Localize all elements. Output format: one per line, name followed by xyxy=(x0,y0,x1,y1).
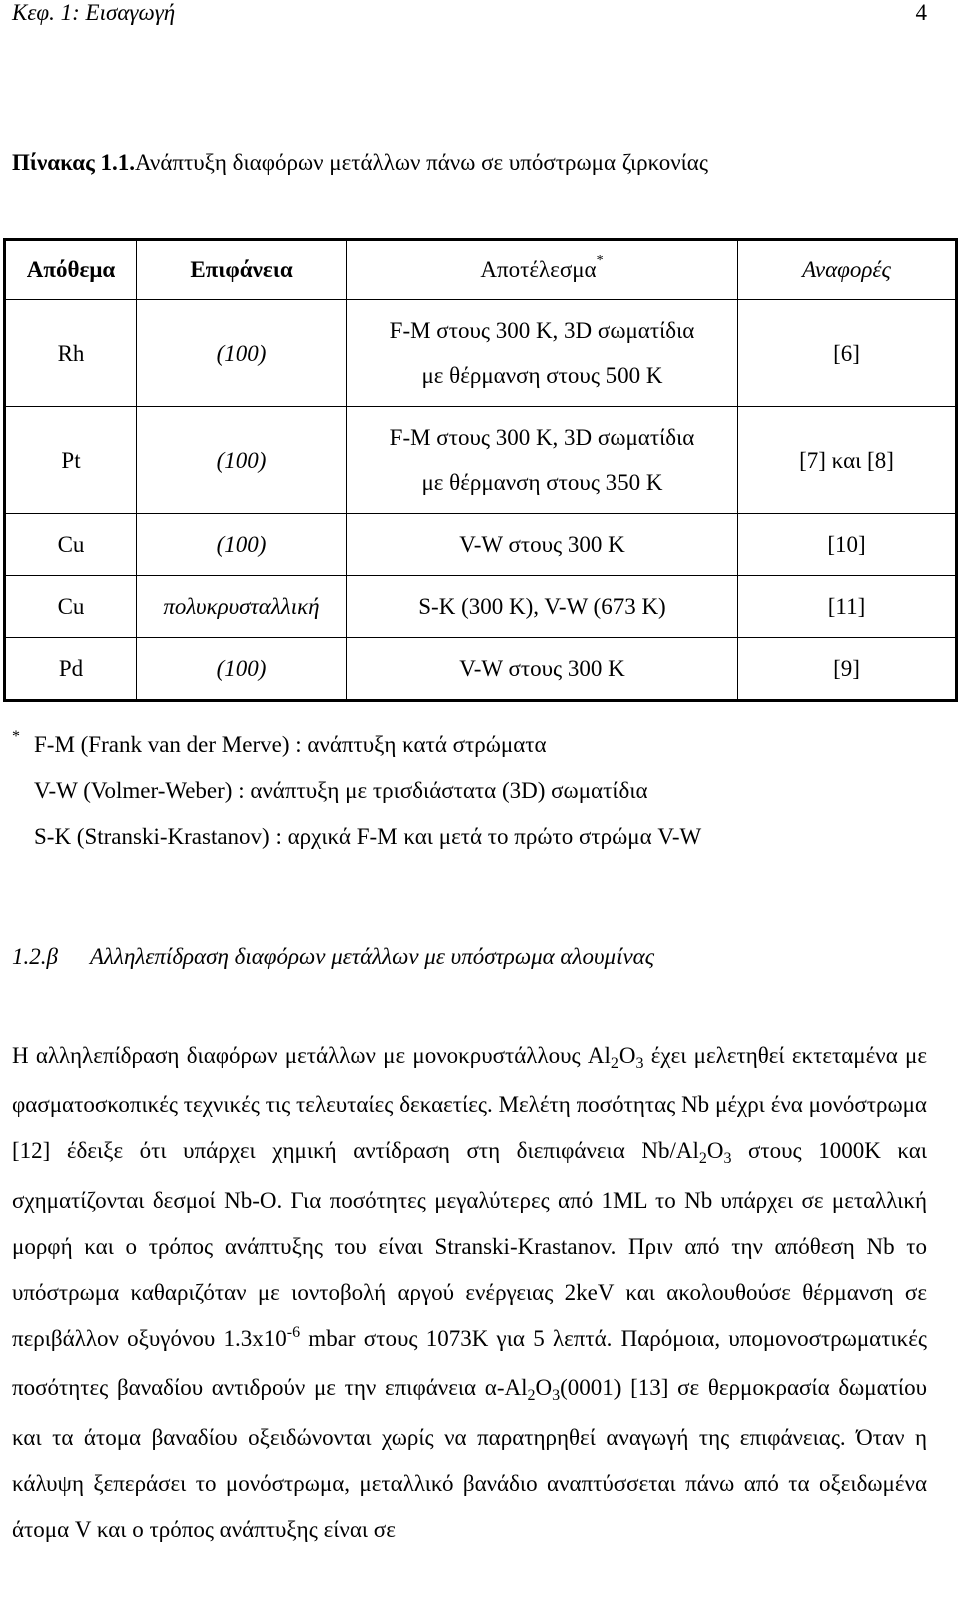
cell-deposit: Cu xyxy=(5,576,137,638)
paragraph-text: Η αλληλεπίδραση διαφόρων μετάλλων με μονοκρυστάλλους Al xyxy=(12,1043,611,1068)
cell-surface: (100) xyxy=(137,514,347,576)
subscript: 2 xyxy=(527,1387,536,1405)
superscript: -6 xyxy=(286,1324,301,1342)
cell-result-line2: με θέρμανση στους 500 K xyxy=(421,363,663,388)
cell-result-line1: F-M στους 300 K, 3D σωματίδια xyxy=(389,425,695,450)
body-paragraph xyxy=(12,1033,927,1553)
cell-surface: (100) xyxy=(137,638,347,701)
cell-deposit: Pd xyxy=(5,638,137,701)
footnote-vw: V-W (Volmer-Weber) : ανάπτυξη με τρισδιάστατα (3D) σωματίδια xyxy=(34,778,648,803)
table-caption xyxy=(12,150,708,176)
header-surface: Επιφάνεια xyxy=(137,240,347,300)
table-row xyxy=(5,638,957,701)
header-result-footnote-mark: * xyxy=(596,253,604,269)
table-caption-label: Πίνακας 1.1. xyxy=(12,150,136,175)
header-result-label: Αποτέλεσμα xyxy=(480,257,597,282)
table-row xyxy=(5,300,957,407)
table-caption-text: Ανάπτυξη διαφόρων μετάλλων πάνω σε υπόστρωμα ζιρκονίας xyxy=(135,150,708,175)
paragraph-text: (0001) [13] σε θερμοκρασία δωματίου και τα άτομα βαναδίου οξειδώνονται χωρίς να παρατηρηθεί αναγωγή της επιφάνειας. Όταν η κάλυψη ξεπεράσει το μονόστρωμα, μεταλλικό βανάδιο αναπτύσσεται πάνω από τα οξειδωμένα άτομα V και ο τρόπος ανάπτυξης είναι σε xyxy=(12,1375,928,1543)
cell-surface: (100) xyxy=(137,300,347,407)
page-header xyxy=(12,0,927,30)
cell-result xyxy=(347,300,738,407)
cell-surface: (100) xyxy=(137,407,347,514)
section-title: Αλληλεπίδραση διαφόρων μετάλλων με υπόστρωμα αλουμίνας xyxy=(90,944,655,969)
footnote-mark: * xyxy=(12,728,20,745)
cell-refs: [7] και [8] xyxy=(738,407,957,514)
cell-result: V-W στους 300 K xyxy=(347,514,738,576)
header-result xyxy=(347,240,738,300)
paragraph-text: στους 1000K και σχηματίζονται δεσμοί Nb-O. Για ποσότητες μεγαλύτερες από 1ML το Nb υπάρχει σε μεταλλική μορφή και ο τρόπος ανάπτυξης του είναι Stranski-Krastanov. Πριν από την απόθεση Nb το υπόστρωμα καθαριζόταν με ιοντοβολή αργού ενέργειας 2keV και ακολουθούσε θέρμανση σε περιβάλλον οξυγόνου 1.3x10 xyxy=(12,1138,928,1352)
table-row xyxy=(5,514,957,576)
subscript: 3 xyxy=(635,1055,644,1072)
cell-refs: [11] xyxy=(738,576,957,638)
table-footnotes xyxy=(12,722,701,860)
cell-refs: [9] xyxy=(738,638,957,701)
table-header-row xyxy=(5,240,957,300)
footnote-fm-text: F-M (Frank van der Merve) : ανάπτυξη κατά στρώματα xyxy=(34,732,547,757)
table-row xyxy=(5,576,957,638)
subscript: 3 xyxy=(552,1387,561,1405)
chapter-title: Κεφ. 1: Εισαγωγή xyxy=(12,0,176,25)
header-deposit: Απόθεμα xyxy=(5,240,137,300)
section-heading xyxy=(12,944,654,970)
header-refs: Αναφορές xyxy=(738,240,957,300)
cell-refs: [6] xyxy=(738,300,957,407)
page-number: 4 xyxy=(915,0,927,25)
cell-refs: [10] xyxy=(738,514,957,576)
subscript: 3 xyxy=(723,1150,732,1168)
footnote-sk: S-K (Stranski-Krastanov) : αρχικά F-M και μετά το πρώτο στρώμα V-W xyxy=(34,824,702,849)
growth-table xyxy=(3,238,958,702)
paragraph-text: O xyxy=(706,1138,724,1164)
cell-result: V-W στους 300 K xyxy=(347,638,738,701)
cell-deposit: Pt xyxy=(5,407,137,514)
paragraph-text: mbar στους 1073K για 5 λεπτά. Παρόμοια, υπομονοστρωματικές ποσότητες βαναδίου αντιδρούν με την επιφάνεια α-Al xyxy=(12,1326,928,1401)
subscript: 2 xyxy=(698,1150,707,1168)
table-row xyxy=(5,407,957,514)
cell-result xyxy=(347,407,738,514)
subscript: 2 xyxy=(610,1055,619,1072)
cell-result-line1: F-M στους 300 K, 3D σωματίδια xyxy=(389,318,695,343)
paragraph-text: έχει μελετηθεί εκτεταμένα με φασματοσκοπικές τεχνικές τις τελευταίες δεκαετίες. Μελέτη ποσότητας Nb μέχρι ένα μονόστρωμα [12] έδειξε ότι υπάρχει χημική αντίδραση στη διεπιφάνεια Nb/Al xyxy=(12,1043,927,1164)
cell-result-line2: με θέρμανση στους 350 K xyxy=(421,470,663,495)
paragraph-text: O xyxy=(618,1043,636,1068)
cell-surface: πολυκρυσταλλική xyxy=(137,576,347,638)
footnote-fm xyxy=(12,722,701,768)
paragraph-text: O xyxy=(535,1375,553,1401)
cell-result: S-K (300 K), V-W (673 K) xyxy=(347,576,738,638)
section-number: 1.2.β xyxy=(12,944,58,969)
cell-deposit: Cu xyxy=(5,514,137,576)
cell-deposit: Rh xyxy=(5,300,137,407)
